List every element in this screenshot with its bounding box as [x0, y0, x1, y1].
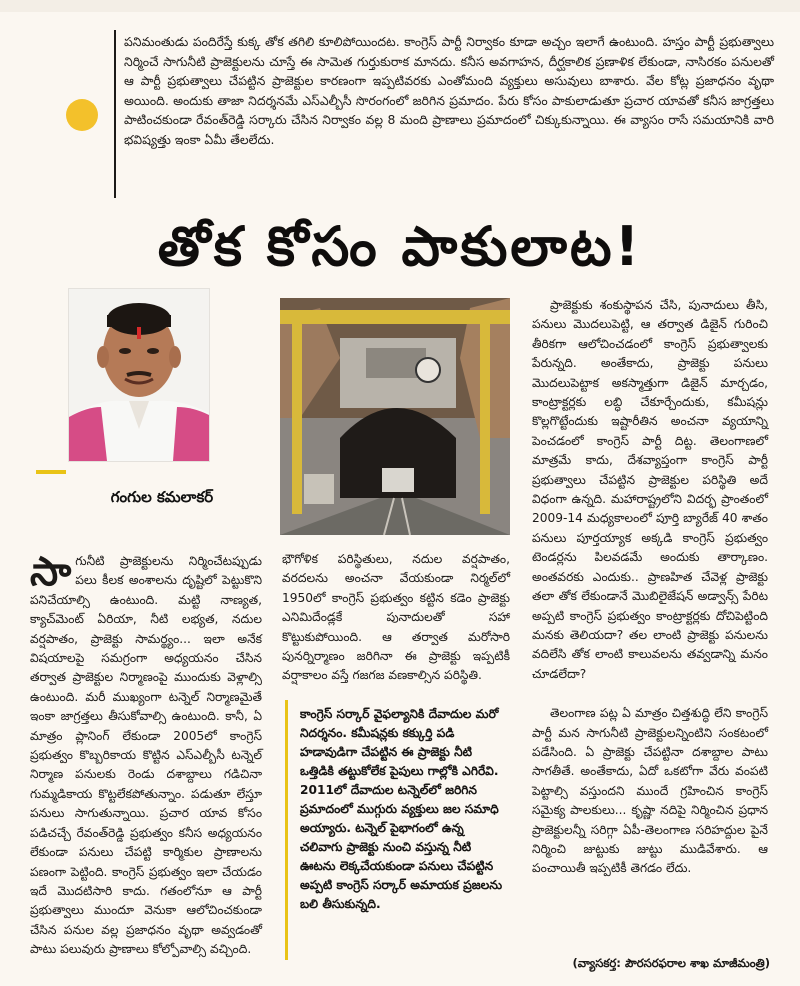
author-name: గంగుల కమలాకర్: [110, 488, 214, 506]
column-1: [30, 549, 262, 960]
column-3-paragraph-2: తెలంగాణ పట్ల ఏ మాత్రం చిత్తశుద్ధి లేని కాంగ్రెస్ పార్టీ మన సాగునీటి ప్రాజెక్టులన్నింటిని సంకటంలో పడేసింది. ఏ ప్రాజెక్టు చేపట్టినా దశాబ్దాల పాటు సాగతీతే. అంతేకాదు, ఏదో ఒకటోగా వేరు వంపటి పెట్టాల్సి వస్తుందని ముందే గ్రహించిన కాంగ్రెస్ సమైక్య పాలకులు... కృష్ణా నదిపై నిర్మించిన ప్రధాన ప్రాజెక్టులన్నీ సరిగ్గా ఏపీ-తెలంగాణ సరిహద్దుల పైనే నిర్మించి జుట్టుకు జుట్టు ముడివేశారు. ఆ పంచాయితీ ఇప్పటికీ తెగడం లేదు.: [532, 706, 768, 876]
pull-quote-rule: [285, 700, 288, 960]
tunnel-photo: [280, 298, 510, 535]
intro-rule: [114, 30, 116, 198]
pull-quote: కాంగ్రెస్ సర్కార్ వైఫల్యానికి దేవాదుల మరో నిదర్శనం. కమీషన్లకు కక్కుర్తి పడి హడావుడిగా చేపట్టిన ఈ ప్రాజెక్టు నీటి ఒత్తిడికి తట్టుకోలేక పైపులు గాల్లోకి ఎగిరేవి. 2011లో దేవాదుల టన్నెల్‌లో జరిగిన ప్రమాదంలో ముగ్గురు వ్యక్తులు జల సమాధి అయ్యారు. టన్నెల్ పైభాగంలో ఉన్న చలివాగు ప్రాజెక్టు నుంచి వస్తున్న నీటి ఊటను లెక్కచేయకుండా పనులు చేపట్టిన అప్పటి కాంగ్రెస్ సర్కార్ అమాయక ప్రజలను బలి తీసుకున్నది.: [300, 707, 503, 911]
column-3: [532, 296, 768, 899]
author-rule: [36, 470, 66, 474]
column-2-text: భౌగోళిక పరిస్థితులు, నదుల వర్షపాతం, వరదలను అంచనా వేయకుండా నిర్మల్‌లో 1950లో కాంగ్రెస్ ప్రభుత్వం కట్టిన కడెం ప్రాజెక్టు ఎనిమిదేండ్లకే పునాదులతో సహా కొట్టుకుపోయింది. ఆ తర్వాత మరోసారి పునర్నిర్మాణం జరిగినా ఈ ప్రాజెక్టు ఇప్పటికీ వర్షాకాలం వస్తే గజగజ వణకాల్సిన పరిస్థితి.: [282, 552, 510, 683]
column-3-paragraph-1: ప్రాజెక్టుకు శంకుస్థాపన చేసి, పునాదులు తీసి, పనులు మొదలుపెట్టి, ఆ తర్వాత డిజైన్ గురించి తీరికగా ఆలోచించడంలో కాంగ్రెస్ ప్రభుత్వాలకు పేరున్నది. అంతేకాదు, ప్రాజెక్టు పనులు మొదలుపెట్టాక అకస్మాత్తుగా డిజైన్ మార్చడం, కాంట్రాక్టర్లకు లబ్ధి చేకూర్చేందుకు, కమీషన్లు కొల్లగొట్టేందుకు ఇష్టారీతిన అంచనా వ్యయాన్ని పెంచడంలో కాంగ్రెస్ పార్టీ దిట్ట. తెలంగాణలో మాత్రమే కాదు, దేశవ్యాప్తంగా కాంగ్రెస్ పార్టీ ప్రభుత్వాలు చేపట్టిన ప్రాజెక్టుల పరిస్థితి అదే విధంగా ఉన్నది. మహారాష్ట్రలోని విదర్భ ప్రాంతంలో 2009-14 మధ్యకాలంలో పూర్తి బ్యారేజ్ 40 శాతం పనులు పూర్తయ్యాక అక్కడి కాంగ్రెస్ ప్రభుత్వం టెండర్లను పిలవడమే అందుకు తార్కాణం. అంతవరకు ఎందుకు.. ప్రాణహిత చేవెళ్ల ప్రాజెక్టు తలా తోక లేకుండానే మొబిలైజేషన్ అడ్వాన్స్ పేరిట అప్పటి కాంగ్రెస్ ప్రభుత్వం కాంట్రాక్టర్లకు దోచిపెట్టింది మనకు తెలియదా? తల లాంటి ప్రాజెక్టు పనులను వదిలేసి తోక లాంటి కాలువలను తవ్వడాన్ని మనం చూడలేదా?: [532, 298, 768, 681]
column-1-text: గునీటి ప్రాజెక్టులను నిర్మించేటప్పుడు పలు కీలక అంశాలను దృష్టిలో పెట్టుకొని పనిచేయాల్సి ఉంటుంది. మట్టి నాణ్యత, క్యాచ్‌మెంట్ ఏరియా, నీటి లభ్యత, నదుల వర్షపాతం, ప్రాజెక్టు సామర్థ్యం... ఇలా అనేక విషయాలపై సమగ్రంగా అధ్యయనం చేసిన తర్వాత ప్రాజెక్టుల నిర్మాణంపై ముందుకు వెళ్లాల్సి ఉంటుంది. మరీ ముఖ్యంగా టన్నెల్ నిర్మాణమైతే ఇంకా జాగ్రత్తలు తీసుకోవాల్సి ఉంటుంది. కానీ, ఏ మాత్రం ప్లానింగ్ లేకుండా 2005లో కాంగ్రెస్ ప్రభుత్వం కొబ్బరికాయ కొట్టిన ఎస్ఎల్బీసీ టన్నెల్ నిర్మాణ పనులకు రెండు దశాబ్దాలు గడిచినా గుమ్మడికాయ కొట్టలేకపోతున్నాం. పడుతూ లేస్తూ పనులు సాగుతున్నాయి. ప్రచార యావ కోసం పడిచచ్చే రేవంత్‌రెడ్డి ప్రభుత్వం కనీస అధ్యయనం లేకుండా పనులు చేపట్టి కార్మికుల ప్రాణాలను పణంగా పెట్టింది. కాంగ్రెస్ ప్రభుత్వం ఇలా చేయడం ఇదే మొదటిసారి కాదు. గతంలోనూ ఆ పార్టీ ప్రభుత్వాలు ముందూ వెనుకా ఆలోచించకుండా చేసిన పనుల వల్ల ప్రజాధనం వృథా అవ్వడంతో పాటు పలువురు ప్రాణాలు కోల్పోవాల్సి వచ్చింది.: [30, 554, 262, 957]
author-portrait-icon: [69, 289, 209, 461]
drop-cap: సా: [30, 549, 72, 595]
top-strip: [0, 0, 800, 12]
author-photo: [68, 288, 210, 462]
headline: తోక కోసం పాకులాట!: [157, 215, 643, 278]
article-intro: పనిమంతుడు పందిరేస్తే కుక్క తోక తగిలి కూలిపోయిందట. కాంగ్రెస్ పార్టీ నిర్వాకం కూడా అచ్చం ఇలాగే ఉంటుంది. హస్తం పార్టీ ప్రభుత్వాలు నిర్మించే సాగునీటి ప్రాజెక్టులను చూస్తే ఈ సామెత గుర్తుకురాక మానదు. కనీస అవగాహన, దీర్ఘకాలిక ప్రణాళిక లేకుండా, నాసిరకం పనులతో ఆ పార్టీ ప్రభుత్వాలు చేపట్టిన ప్రాజెక్టుల కారణంగా ఇప్పటివరకు ఎంతోమంది వ్యక్తులు అసువులు బాశారు. వేల కోట్ల ప్రజాధనం వృథా అయింది. అందుకు తాజా నిదర్శనమే ఎస్ఎల్బీసీ సొరంగంలో జరిగిన ప్రమాదం. పేరు కోసం పాకులాడుతూ ప్రచార యావతో కనీస జాగ్రత్తలు పాటించకుండా రేవంత్‌రెడ్డి సర్కారు చేసిన నిర్వాకం వల్ల 8 మంది ప్రాణాలు ప్రమాదంలో చిక్కుకున్నాయి. ఈ వ్యాసం రాసే సమయానికి వారి భవిష్యత్తు ఇంకా ఏమీ తేలలేదు.: [124, 34, 774, 147]
column-2: [282, 550, 510, 686]
intro-bullet-dot: [66, 99, 98, 131]
tunnel-image-icon: [280, 298, 510, 535]
author-byline: (వ్యాసకర్త: పౌరసరఫరాల శాఖ మాజీమంత్రి): [572, 956, 770, 970]
